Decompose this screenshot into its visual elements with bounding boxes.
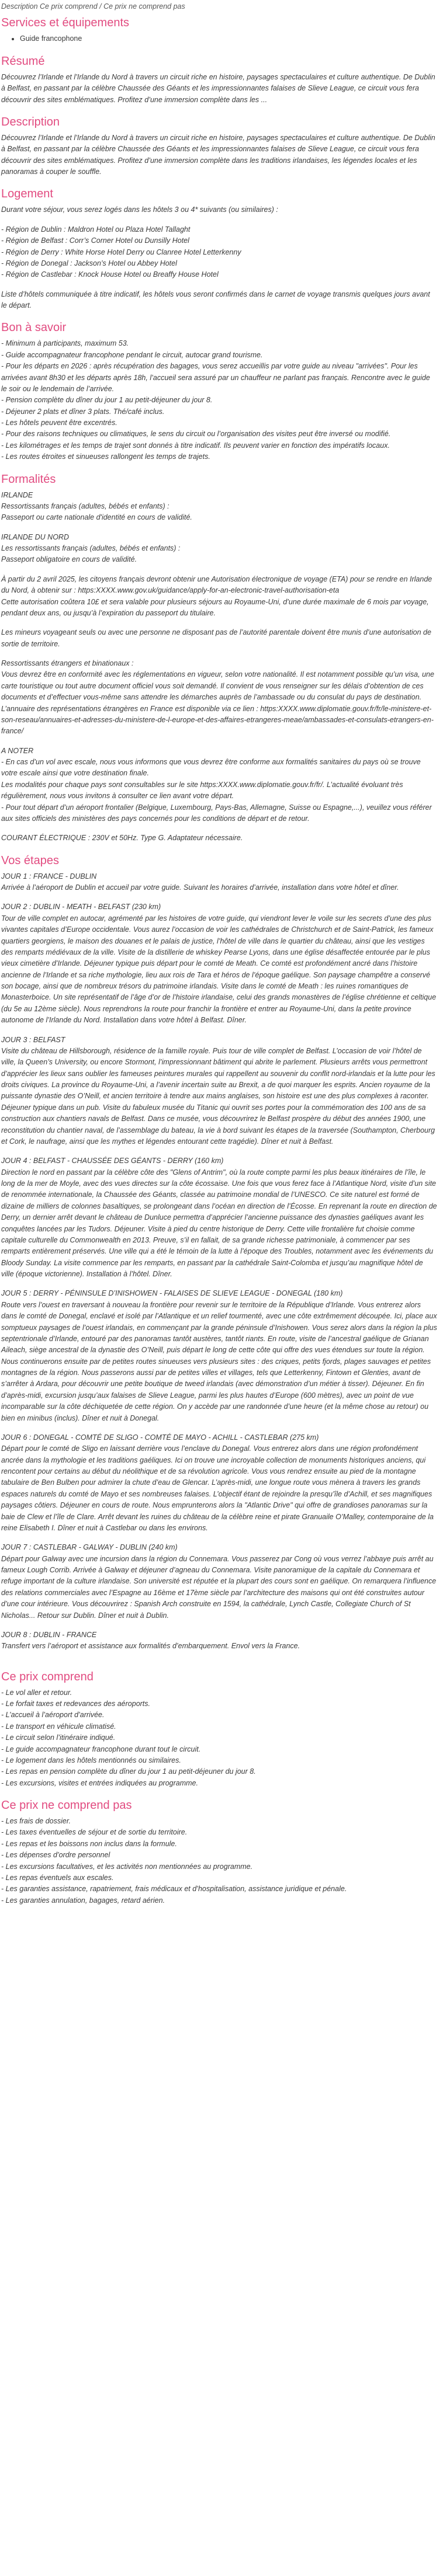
- bon-a-savoir-block: [1, 338, 437, 462]
- list-item: - Le guide accompagnateur francophone durant tout le circuit.: [1, 1745, 201, 1753]
- info-line: - Les routes étroites et sinueuses rallongent les temps de trajets.: [1, 452, 210, 461]
- section-title-ce-prix-comprend: Ce prix comprend: [1, 1670, 94, 1683]
- day-text: Direction le nord en passant par la célèbre côte des "Glens of Antrim", où la route compte parmi les plus beaux itinéraires de l’île, le long de la mer de Moyle, avec des vues directes sur la côte écossaise. Une fois que vous ferez face à l’Atlantique Nord, visite d’un site de renommée internationale, la Chaussée des Géants, classée au patrimoine mondial de l’UNESCO. Ce site naturel est formé de dizaine de milliers de colonnes basaltiques, se prolongeant dans l’océan en direction de l’Écosse. En reprenant la route en direction de Derry, un dernier arrêt devant le château de Dunluce permettra d’apprécier l’ancienne puissance des dynasties gaéliques avant les conquêtes lancées par les Tudors. Déjeuner. Visite à pied du centre historique de Derry. Cette ville frontalière fut choisie comme capitale culturelle du Commonwealth en 2013. Preuve, s’il en fallait, de sa grande richesse patrimoniale, à commencer par ses remparts entièrement préservés. Une ville qui a été le témoin de la lutte à l’époque des Troubles, notamment avec les événements du Bloody Sunday. La visite commence par les remparts, en passant par la cathédrale Saint-Colomba et jusqu’au magnifique hôtel de ville (époque victorienne). Installation à l’hôtel. Dîner.: [1, 1168, 437, 1278]
- section-title-description: Description: [1, 115, 60, 128]
- info-line: - Minimum à participants, maximum 53.: [1, 339, 129, 348]
- hotel-item: - Région de Donegal : Jackson’s Hotel ou Abbey Hotel: [1, 259, 177, 267]
- list-item: - Les repas en pension complète du dîner du jour 1 au petit-déjeuner du jour 8.: [1, 1767, 256, 1776]
- info-line: - Pour des raisons techniques ou climatiques, le sens du circuit ou l’organisation des visites peut être inversé ou modifié.: [1, 430, 391, 438]
- etrangers-text: Vous devrez être en conformité avec les réglementations en vigueur, selon votre nationalité. Il est notamment possible qu’un visa, une carte touristique ou tout autre document officiel vous soit demandé. Il convient de vous renseigner sur les délais d’obtention de ces documents et d’effectuer vous-même sans attendre les démarches auprès de l’ambassade ou du consulat du pays de destination.: [1, 670, 434, 702]
- day-heading: JOUR 7 : CASTLEBAR - GALWAY - DUBLIN (240 km): [1, 1543, 178, 1552]
- hotel-item: - Région de Castlebar : Knock House Hotel ou Breaffy House Hotel: [1, 270, 219, 279]
- formalites-heading-irlande-du-nord: IRLANDE DU NORD: [1, 532, 69, 541]
- info-line: - Pension complète du dîner du jour 1 au petit-déjeuner du jour 8.: [1, 396, 213, 405]
- etrangers-heading: Ressortissants étrangers et binationaux :: [1, 659, 134, 667]
- list-item: - Le vol aller et retour.: [1, 1688, 72, 1697]
- a-noter-line: - Pour tout départ d’un aéroport frontalier (Belgique, Luxembourg, Pays-Bas, Allemagne, Suisse ou Espagne,...), veuillez vous référer aux sites officiels des ministères des pays concernés pour les conditions de départ et de retour.: [1, 803, 432, 823]
- list-item: - Le forfait taxes et redevances des aéroports.: [1, 1700, 150, 1708]
- list-item: - Les repas éventuels aux escales.: [1, 1873, 114, 1882]
- list-item: - Les repas et les boissons non inclus dans la formule.: [1, 1839, 177, 1848]
- hotel-item: - Région de Derry : White Horse Hotel Derry ou Clanree Hotel Letterkenny: [1, 248, 241, 256]
- eta-text: À partir du 2 avril 2025, les citoyens français devront obtenir une Autorisation électronique de voyage (ETA) pour se rendre en Irlande du Nord, à obtenir sur : https:XXXX.www.gov.uk/guidance/apply-for-an-electronic-travel-authorisation-eta: [1, 575, 432, 595]
- info-line: - Les kilométrages et les temps de trajet sont donnés à titre indicatif. Ils peuvent varier en fonction des impératifs locaux.: [1, 441, 390, 450]
- day-heading: JOUR 4 : BELFAST - CHAUSSÉE DES GÉANTS - DERRY (160 km): [1, 1157, 224, 1165]
- description-text: Découvrez l’Irlande et l’Irlande du Nord à travers un circuit riche en histoire, paysages spectaculaires et culture authentique. De Dublin à Belfast, en passant par la célèbre Chaussée des Géants et les impressionnantes falaises de Slieve League, ce circuit vous fera découvrir des sites emblématiques. Profitez d’une immersion complète dans les traditions irlandaises, les légendes locales et les panoramas à couper le souffle.: [1, 133, 435, 176]
- breadcrumb: Description Ce prix comprend / Ce prix ne comprend pas: [1, 2, 185, 11]
- day-text: Départ pour le comté de Sligo en laissant derrière vous l’enclave du Donegal. Vous entrerez alors dans une région profondément ancrée dans la mythologie et les traditions gaéliques. Ici on trouve une incroyable collection de monuments historiques anciens, qui rencontent pour certains au début du néolithique et de sa révolution agricole. Vous vous rendrez ensuite au pied de la montagne tabulaire de Ben Bulben pour admirer la chute d’eau de Glencar. L’après-midi, une longue route vous mènera à travers les grands espaces naturels du comté de Mayo et ses nombreuses falaises. L’objectif étant de rejoindre la presqu’île d’Achill, et ses magnifiques paysages côtiers. Déjeuner en cours de route. Nous emprunterons alors la "Atlantic Drive" qui offre de grandioses panoramas sur la baie de Clew et l’île de Clare. Arrêt devant les ruines du château de la célèbre reine et pirate Granuaile O’Malley, contemporaine de la reine Elisabeth I. Dîner et nuit à Castlebar ou dans les environs.: [1, 1444, 434, 1532]
- day-heading: JOUR 2 : DUBLIN - MEATH - BELFAST (230 km): [1, 903, 161, 911]
- formalites-line: Les ressortissants français (adultes, bébés et enfants) :: [1, 544, 181, 552]
- day-heading: JOUR 1 : FRANCE - DUBLIN: [1, 872, 97, 880]
- section-title-logement: Logement: [1, 187, 53, 201]
- day-text: Transfert vers l’aéroport et assistance aux formalités d’embarquement. Envol vers la France.: [1, 1642, 300, 1651]
- day-text: Visite du château de Hillsborough, résidence de la famille royale. Puis tour de ville complet de Belfast. L’occasion de voir l’hôtel de ville, la Queen’s University, ou encore Stormont, l’impressionnant bâtiment qui abrite le parlement. Plusieurs arrêts vous permettront d’apprécier les lieux sans oublier les fameuses peintures murales qui rappellent au souvenir du conflit nord-irlandais et la lutte pour les droits civiques. La province du Royaume-Uni, a l’avenir incertain suite au Brexit, a de quoi marquer les esprits. Ancien royaume de la puissante dynastie des O’Neill, et ancien territoire à tendre aux mains anglaises, son histoire est une des plus complexes à raconter. Déjeuner typique dans un pub. Visite du fabuleux musée du Titanic qui ouvrit ses portes pour la commémoration des 100 ans de sa construction aux chantiers navals de Belfast. Dans ce musée, vous découvrirez le Belfast prospère du début des années 1900, une reconstitution du chantier naval, de l’assemblage du bateau, la vie à bord suivant les étapes de la traversée (Southampton, Cherbourg et Cork, le naufrage, ainsi que les mythes et légendes entourant cette tragédie). Dîner et nuit à Belfast.: [1, 1046, 435, 1146]
- formalites-line: Passeport ou carte nationale d'identité en cours de validité.: [1, 513, 192, 522]
- ne-comprend-list: [1, 1816, 437, 1906]
- list-item: - Les excursions, visites et entrées indiquées au programme.: [1, 1778, 198, 1787]
- day-text: Tour de ville complet en autocar, agrémenté par les histoires de votre guide, qui viendront lever le voile sur les secrets d’une des plus vivantes capitales d’Europe occidentale. Vous aurez l’occasion de voir les cathédrales de Christchurch et de Saint-Patrick, les fameux quartiers georgiens, le maison des douanes et le palais de justice, l’hôtel de ville dans le quartier du château, ainsi que les vestiges des remparts médiévaux de la ville. Visite de la distillerie de whiskey Pearse Lyons, dans une église désaffectée entourée par le plus vieux cimetière d’Irlande. Déjeuner typique puis départ pour le comté de Meath. Ce comté est profondément ancré dans l’histoire ancienne de l’Irlande et sa riche mythologie, lieu aux rois de Tara et héros de l’époque gaélique. Son paysage champêtre a conservé son bocage, ainsi que de nombreux trésors du patrimoine irlandais. Visite dans le comté de Meath : les ruines romantiques de Monasterboice. Un site représentatif de l’âge d’or de l’histoire irlandaise, celui des grands monastères de l’église chrétienne et celtique (du 5e au 12ème siècle). Nous reprendrons la route pour franchir la frontière et entrer au Royaume-Uni, dans la petite province autonome de l’Irlande du Nord. Installation dans votre hôtel à Belfast. Dîner.: [1, 914, 437, 1025]
- page: [0, 1, 443, 1906]
- section-title-formalites: Formalités: [1, 472, 56, 486]
- hotel-item: - Région de Belfast : Corr’s Corner Hotel ou Dunsilly Hotel: [1, 236, 189, 245]
- day-heading: JOUR 8 : DUBLIN - FRANCE: [1, 1630, 97, 1639]
- courant-electrique: COURANT ÉLECTRIQUE : 230V et 50Hz. Type G. Adaptateur nécessaire.: [1, 834, 243, 843]
- eta-text-2: Cette autorisation coûtera 10£ et sera valable pour plusieurs séjours au Royaume-Uni, d’une durée maximale de 6 mois par voyage, pendant deux ans, ou jusqu’à l’expiration du passeport du titulaire.: [1, 597, 429, 617]
- logement-intro: Durant votre séjour, vous serez logés dans les hôtels 3 ou 4* suivants (ou similaires) :: [1, 206, 278, 214]
- list-item: - Le circuit selon l’itinéraire indiqué.: [1, 1733, 116, 1742]
- day-heading: JOUR 6 : DONEGAL - COMTÉ DE SLIGO - COMTÉ DE MAYO - ACHILL - CASTLEBAR (275 km): [1, 1433, 319, 1442]
- formalites-block: [1, 490, 437, 844]
- section-title-ce-prix-ne-comprend-pas: Ce prix ne comprend pas: [1, 1799, 132, 1812]
- day-heading: JOUR 5 : DERRY - PÉNINSULE D’INISHOWEN - FALAISES DE SLIEVE LEAGUE - DONEGAL (180 km): [1, 1289, 343, 1298]
- list-item: - L’accueil à l’aéroport d’arrivée.: [1, 1711, 105, 1719]
- a-noter-heading: A NOTER: [1, 746, 34, 755]
- list-item: - Les dépenses d’ordre personnel: [1, 1851, 110, 1860]
- list-item: - Le transport en véhicule climatisé.: [1, 1722, 116, 1731]
- formalites-line: Ressortissants français (adultes, bébés et enfants) :: [1, 502, 169, 510]
- a-noter-line: Les modalités pour chaque pays sont consultables sur le site https:XXXX.www.diplomatie.gouv.fr/fr/. L’actualité évoluant très régulièrement, nous vous invitons à consulter ce lien avant votre départ.: [1, 780, 403, 800]
- services-list: [1, 33, 437, 44]
- day-text: Arrivée à l’aéroport de Dublin et accueil par votre guide. Suivant les horaires d’arrivée, installation dans votre hôtel et dîner.: [1, 883, 399, 892]
- list-item: - Les excursions facultatives, et les activités non mentionnées au programme.: [1, 1862, 253, 1871]
- resume-text: Découvrez l’Irlande et l’Irlande du Nord à travers un circuit riche en histoire, paysages spectaculaires et culture authentique. De Dublin à Belfast, en passant par la célèbre Chaussée des Géants et les impressionnantes falaises de Slieve League, ce circuit vous fera découvrir des sites emblématiques. Profitez d’une immersion complète dans les ...: [1, 72, 435, 104]
- hotel-item: - Région de Dublin : Maldron Hotel ou Plaza Hotel Tallaght: [1, 225, 191, 234]
- info-line: - Guide accompagnateur francophone pendant le circuit, autocar grand tourisme.: [1, 350, 263, 359]
- logement-block: [1, 204, 437, 311]
- section-title-services: Services et équipements: [1, 16, 130, 30]
- comprend-list: [1, 1687, 437, 1789]
- list-item: - Les taxes éventuelles de séjour et de sortie du territoire.: [1, 1828, 188, 1837]
- info-line: - Déjeuner 2 plats et dîner 3 plats. Thé/café inclus.: [1, 407, 165, 416]
- list-item: - Le logement dans les hôtels mentionnés ou similaires.: [1, 1756, 181, 1764]
- day-text: Route vers l’ouest en traversant à nouveau la frontière pour revenir sur le territoire de la République d’Irlande. Vous entrerez alors dans le comté de Donegal, enclavé et isolé par l’Atlantique et un relief tourmenté, avec une côte extrêmement découpée. Ici, place aux somptueux paysages de l’ouest irlandais, en commençant par la grande péninsule d’Inishowen. Vous serez alors dans la région la plus septentrionale d’Irlande, entouré par des panoramas tantôt austères, tantôt riants. En route, visite de l’ancestral gaélique de Grianan Aileach, siège ancestral de la dynastie des O’Neill, puis départ le long de cette côte qui offre des vues étendues sur toute la région. Nous continuerons ensuite par de petites routes sinueuses vers plusieurs sites : des criques, petits fjords, plages sauvages et petites montagnes de la région. Nous passerons aussi par de petites villes et villages, tels que Letterkenny, Fintown et Glenties, avant de s’arrêter à Ardara, pour découvrir une petite boutique de tweed irlandais (avec démonstration d’un métier à tisser). Déjeuner. En fin d’après-midi, excursion jusqu’aux falaises de Slieve League, parmi les plus hautes d’Europe (600 mètres), avec un point de vue incomparable sur la côte déchiquetée de cette région. On y accède par une randonnée d’une heure (et la même chose au retour) ou bien en minibus (inclus). Dîner et nuit à Donegal.: [1, 1300, 437, 1422]
- section-title-resume: Résumé: [1, 54, 45, 68]
- a-noter-line: - En cas d’un vol avec escale, nous vous informons que vous devrez être conforme aux formalités sanitaires du pays où se trouve votre escale ainsi que votre destination finale.: [1, 758, 421, 778]
- annuaire-text: L’annuaire des représentations étrangères en France est disponible via ce lien : https:XXXX.www.diplomatie.gouv.fr/fr/le-ministere-et-son-reseau/annuaires-et-adresses-du-ministere-de-l-europe-et-des-affaires-etrangeres-meae/ambassades-et-consulats-etrangers-en-france/: [1, 704, 434, 736]
- day-heading: JOUR 3 : BELFAST: [1, 1035, 65, 1044]
- section-title-etapes: Vos étapes: [1, 854, 59, 867]
- section-title-bon-a-savoir: Bon à savoir: [1, 321, 67, 335]
- list-item: • Guide francophone: [20, 33, 437, 44]
- list-item: - Les frais de dossier.: [1, 1817, 71, 1825]
- formalites-line: Passeport obligatoire en cours de validité.: [1, 555, 137, 564]
- day-text: Départ pour Galway avec une incursion dans la région du Connemara. Vous passerez par Cong où vous verrez l’abbaye puis arrêt au fameux Lough Corrib. Arrivée à Galway et déjeuner d’agneau du Connemara. Visite panoramique de la capitale du Connemara et refuge important de la culture irlandaise. Son université est réputée et la plupart des cours sont en gaélique. On remarquera l’influence des relations commerciales avec l’Espagne au 16ème et 17ème siècle par l’architecture des maisons qui ont été construites autour d’une cour intérieure. Vous découvrirez : Spanish Arch construite en 1594, la cathédrale, Lynch Castle, Collegiate Church of St Nicholas... Retour sur Dublin. Dîner et nuit à Dublin.: [1, 1554, 437, 1620]
- list-item: - Les garanties annulation, bagages, retard aérien.: [1, 1896, 165, 1905]
- info-line: - Pour les départs en 2026 : après récupération des bagages, vous serez accueillis par votre guide au niveau "arrivées". Pour les arrivées avant 8h30 et les départs après 18h, l’accueil sera assuré par un chauffeur ne parlant pas français. Rencontre avec le guide le soir ou le lendemain de l’arrivée.: [1, 362, 430, 393]
- logement-outro: Liste d’hôtels communiquée à titre indicatif, les hôtels vous seront confirmés dans le carnet de voyage transmis quelques jours avant le départ.: [1, 290, 430, 309]
- formalites-heading-irlande: IRLANDE: [1, 490, 33, 499]
- info-line: - Les hôtels peuvent être excentrés.: [1, 419, 117, 427]
- etapes-block: [1, 871, 437, 1652]
- list-item: - Les garanties assistance, rapatriement, frais médicaux et d’hospitalisation, assistance juridique et pénale.: [1, 1885, 347, 1893]
- mineurs-text: Les mineurs voyageant seuls ou avec une personne ne disposant pas de l’autorité parentale doivent être munis d’une autorisation de sortie de territoire.: [1, 628, 431, 648]
